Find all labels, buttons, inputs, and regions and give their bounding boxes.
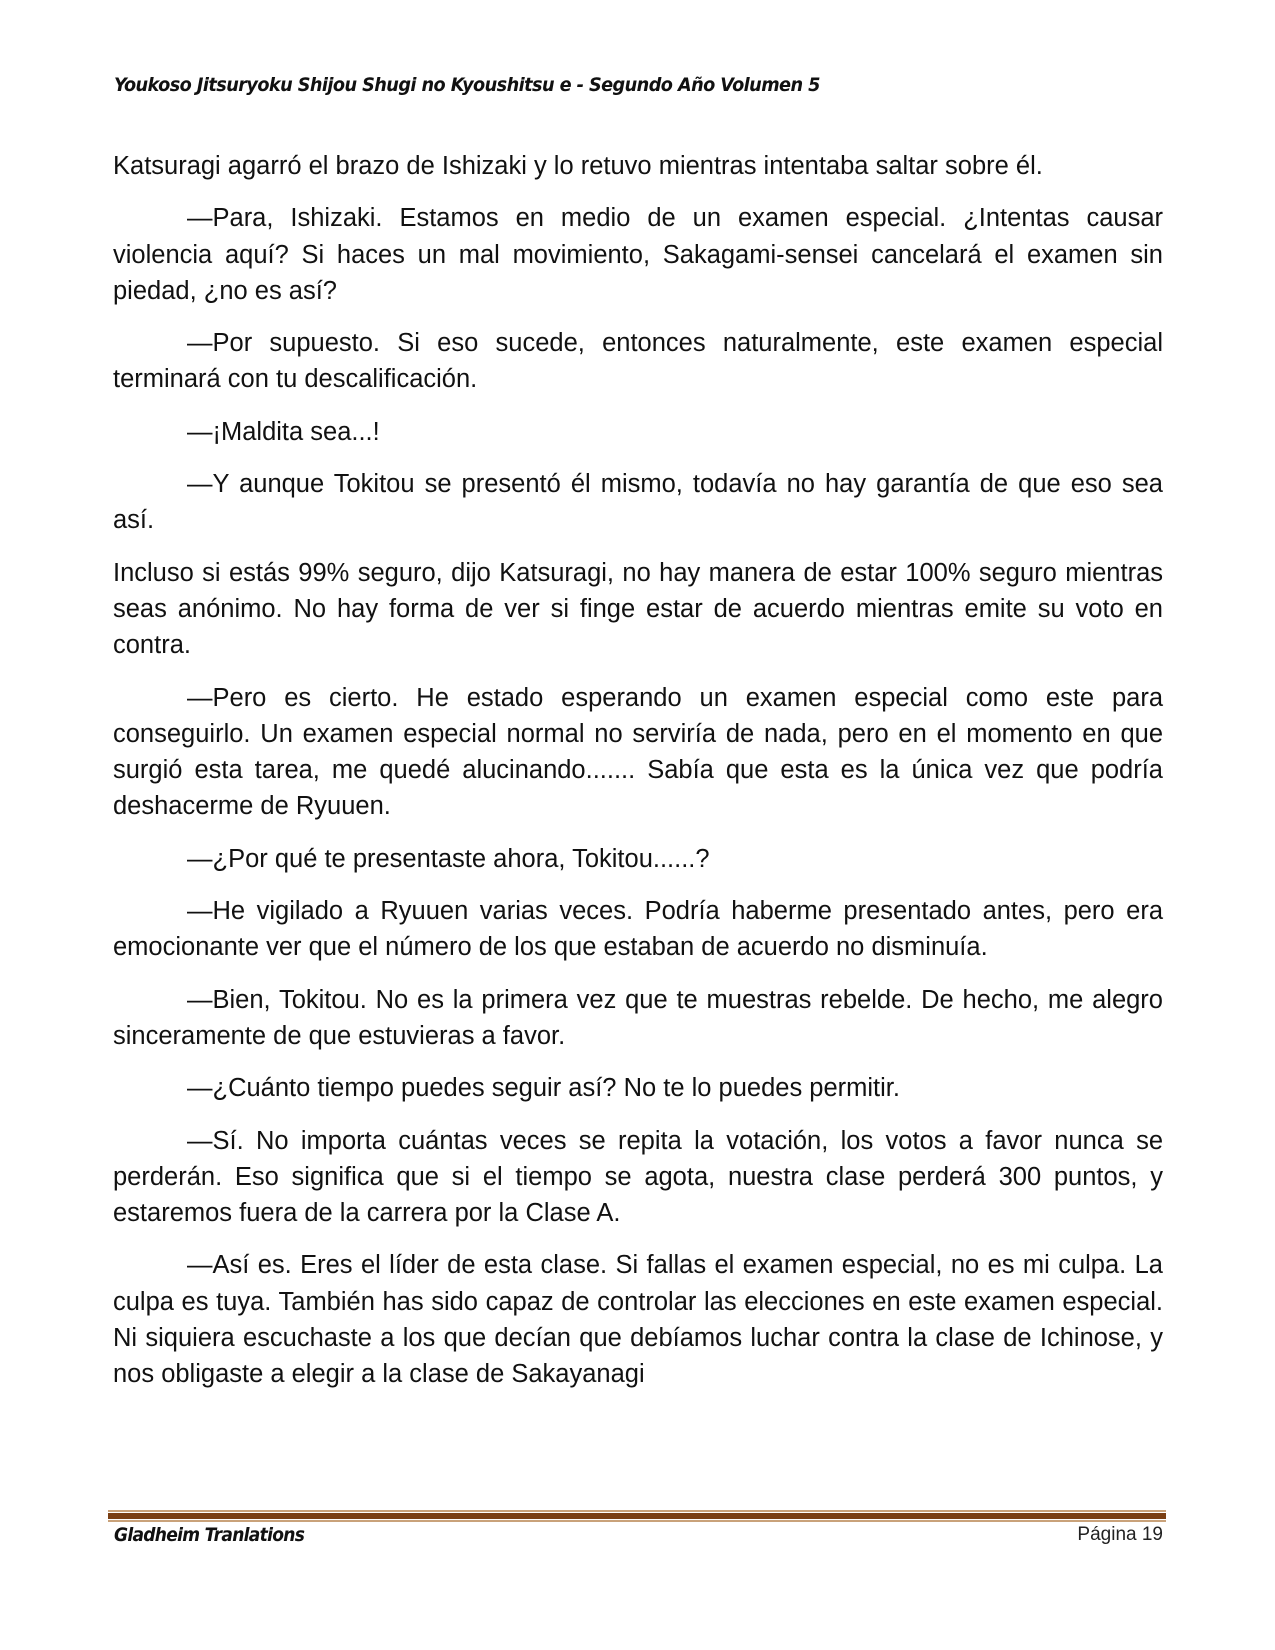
footer-rule-top [108, 1510, 1166, 1512]
paragraph: —Sí. No importa cuántas veces se repita la votación, los votos a favor nunca se perderán. Eso significa que si el tiempo se agota, nuestra clase perderá 300 puntos, y estaremos fuera de la carrera por la Clase A. [113, 1126, 1163, 1228]
page-number: Página 19 [1077, 1524, 1163, 1545]
paragraph: Incluso si estás 99% seguro, dijo Katsuragi, no hay manera de estar 100% seguro mientras seas anónimo. No hay forma de ver si finge estar de acuerdo mientras emite su voto en contra. [113, 558, 1163, 660]
paragraph: —¿Cuánto tiempo puedes seguir así? No te lo puedes permitir. [187, 1074, 900, 1103]
paragraph: —Bien, Tokitou. No es la primera vez que te muestras rebelde. De hecho, me alegro sinceramente de que estuvieras a favor. [113, 985, 1163, 1050]
paragraph: —Para, Ishizaki. Estamos en medio de un examen especial. ¿Intentas causar violencia aquí? Si haces un mal movimiento, Sakagami-sensei cancelará el examen sin piedad, ¿no es así? [113, 204, 1163, 305]
footer-credit: Gladheim Tranlations [114, 1524, 305, 1546]
paragraph: —Pero es cierto. He estado esperando un examen especial como este para conseguirlo. Un examen especial normal no serviría de nada, pero en el momento en que surgió esta tarea, me quedé alucinando....... Sabía que esta es la única vez que podría deshacerme de Ryuuen. [113, 683, 1163, 821]
paragraph: —¡Maldita sea...! [187, 417, 380, 446]
footer-rule-main [108, 1513, 1166, 1519]
paragraph: Katsuragi agarró el brazo de Ishizaki y lo retuvo mientras intentaba saltar sobre él. [113, 152, 1043, 180]
paragraph: —Así es. Eres el líder de esta clase. Si fallas el examen especial, no es mi culpa. La culpa es tuya. También has sido capaz de controlar las elecciones en este examen especial. Ni siquiera escuchaste a los que decían que debíamos luchar contra la clase de Ichinose, y nos obligaste a elegir a la clase de Sakayanagi [113, 1251, 1163, 1389]
paragraph: —¿Por qué te presentaste ahora, Tokitou......? [187, 844, 710, 873]
paragraph: —Y aunque Tokitou se presentó él mismo, todavía no hay garantía de que eso sea así. [113, 470, 1163, 535]
footer-rule-bottom [108, 1520, 1166, 1522]
running-header: Youkoso Jitsuryoku Shijou Shugi no Kyoushitsu e - Segundo Año Volumen 5 [114, 74, 820, 96]
paragraph: —He vigilado a Ryuuen varias veces. Podría haberme presentado antes, pero era emocionante ver que el número de los que estaban de acuerdo no disminuía. [113, 897, 1163, 962]
body-text [113, 148, 1163, 1409]
paragraph: —Por supuesto. Si eso sucede, entonces naturalmente, este examen especial terminará con tu descalificación. [113, 329, 1163, 394]
